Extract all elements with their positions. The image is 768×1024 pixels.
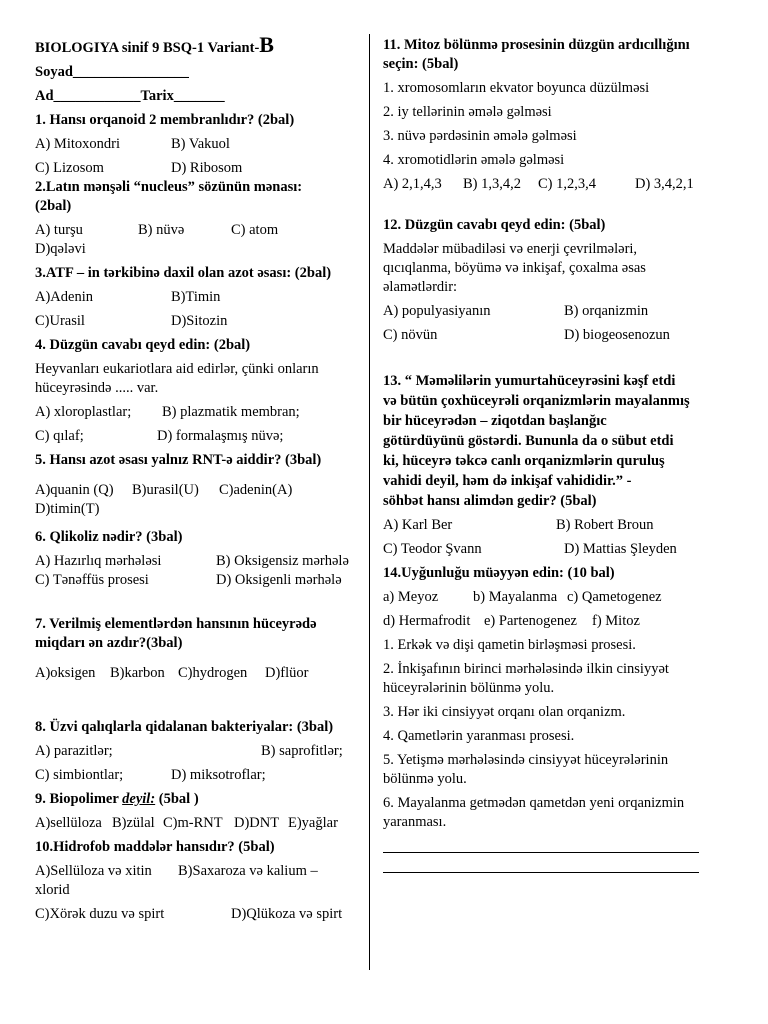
q4-option-d[interactable]: D) formalaşmış nüvə; bbox=[157, 428, 284, 444]
question-9 bbox=[35, 790, 353, 809]
q3-options-row2 bbox=[35, 312, 353, 331]
q4-options-row2 bbox=[35, 427, 353, 446]
q2-options-row2 bbox=[35, 240, 353, 259]
q10-options-row1 bbox=[35, 862, 353, 881]
q11-option-b[interactable]: B) 1,3,4,2 bbox=[463, 176, 521, 192]
q2-options-row1 bbox=[35, 221, 353, 240]
question-13 bbox=[383, 372, 705, 511]
q11-item-2: 2. iy tellərinin əmələ gəlməsi bbox=[383, 104, 552, 120]
q11-option-d[interactable]: D) 3,4,2,1 bbox=[635, 176, 694, 192]
q14-option-b: b) Mayalanma bbox=[473, 589, 558, 605]
q1-option-c[interactable]: C) Lizosom bbox=[35, 160, 104, 176]
q2-option-d[interactable]: D)qələvi bbox=[35, 241, 86, 257]
question-1: 1. Hansı orqanoid 2 membranlıdır? (2bal) bbox=[35, 112, 295, 128]
q13-option-b[interactable]: B) Robert Broun bbox=[556, 517, 654, 533]
q9-text-suffix: (5bal ) bbox=[155, 791, 199, 807]
q11-item-4: 4. xromotidlərin əmələ gəlməsi bbox=[383, 152, 565, 168]
q11-option-a[interactable]: A) 2,1,4,3 bbox=[383, 176, 442, 192]
q2-option-b[interactable]: B) nüvə bbox=[138, 222, 185, 238]
q13-line-4: götürdüyünü göstərdi. Bununla da o sübut etdi bbox=[383, 433, 674, 449]
q2-text-line1: 2.Latın mənşəli “nucleus” sözünün mənası: bbox=[35, 179, 303, 195]
q10-options-row2 bbox=[35, 881, 353, 900]
q7-text-line2: miqdarı ən azdır?(3bal) bbox=[35, 635, 183, 651]
right-column bbox=[383, 36, 705, 873]
q14-options-row2 bbox=[383, 612, 705, 631]
q7-text-line1: 7. Verilmiş elementlərdən hansının hüceyrədə bbox=[35, 616, 317, 632]
answer-line-2[interactable] bbox=[383, 872, 699, 873]
q14-statement-4: 4. Qametlərin yaranması prosesi. bbox=[383, 728, 575, 744]
q13-line-7: söhbət hansı alimdən gedir? (5bal) bbox=[383, 493, 597, 509]
q9-option-d[interactable]: D)DNT bbox=[234, 815, 280, 831]
question-7 bbox=[35, 615, 353, 653]
q9-option-c[interactable]: C)m-RNT bbox=[163, 815, 223, 831]
q11-item-3: 3. nüvə pərdəsinin əmələ gəlməsi bbox=[383, 128, 577, 144]
q1-option-a[interactable]: A) Mitoxondri bbox=[35, 136, 120, 152]
q13-line-3: bir hüceyrədən – ziqotdan başlanğıc bbox=[383, 413, 607, 429]
q4-option-c[interactable]: C) qılaf; bbox=[35, 428, 84, 444]
question-11 bbox=[383, 36, 705, 74]
q12-body-line3: əlamətlərdir: bbox=[383, 279, 458, 295]
q8-options-row1 bbox=[35, 742, 353, 761]
question-4: 4. Düzgün cavabı qeyd edin: (2bal) bbox=[35, 337, 251, 353]
q8-option-b[interactable]: B) saprofitlər; bbox=[261, 743, 343, 759]
q3-option-b[interactable]: B)Timin bbox=[171, 289, 221, 305]
q6-options-row2 bbox=[35, 571, 353, 590]
q10-option-b-cont: xlorid bbox=[35, 882, 70, 898]
q9-text-emphasis: deyil: bbox=[122, 791, 156, 807]
name-date-field[interactable]: Ad____________Tarix_______ bbox=[35, 88, 225, 104]
q14-option-a: a) Meyoz bbox=[383, 589, 439, 605]
test-title bbox=[35, 32, 353, 58]
q2-option-c[interactable]: C) atom bbox=[231, 222, 279, 238]
q5-option-a[interactable]: A)quanin (Q) bbox=[35, 482, 114, 498]
q4-body-line1: Heyvanları eukariotlara aid edirlər, çünki onların bbox=[35, 361, 319, 377]
q4-options-row1 bbox=[35, 403, 353, 422]
q7-option-d[interactable]: D)flüor bbox=[265, 665, 309, 681]
q8-option-c[interactable]: C) simbiontlar; bbox=[35, 767, 124, 783]
q13-line-5: ki, hüceyrə təkcə canlı orqanizmlərin quruluş bbox=[383, 453, 665, 469]
question-3: 3.ATF – in tərkibinə daxil olan azot əsası: (2bal) bbox=[35, 265, 332, 281]
q10-option-b[interactable]: B)Saxaroza və kalium – bbox=[178, 863, 318, 879]
q10-option-c[interactable]: C)Xörək duzu və spirt bbox=[35, 906, 165, 922]
q6-option-a[interactable]: A) Hazırlıq mərhələsi bbox=[35, 553, 162, 569]
q13-line-6: vahidi deyil, həm də inkişaf vahididir.” - bbox=[383, 473, 632, 489]
q12-body-line2: qıcıqlanma, böyümə və inkişaf, çoxalma əsas bbox=[383, 260, 646, 276]
question-6: 6. Qlikoliz nədir? (3bal) bbox=[35, 529, 183, 545]
q14-s5-line2: bölünmə yolu. bbox=[383, 771, 467, 787]
q2-option-a[interactable]: A) turşu bbox=[35, 222, 83, 238]
q4-option-b[interactable]: B) plazmatik membran; bbox=[162, 404, 300, 420]
q11-text-line2: seçin: (5bal) bbox=[383, 56, 459, 72]
q6-options-row1 bbox=[35, 552, 353, 571]
question-12: 12. Düzgün cavabı qeyd edin: (5bal) bbox=[383, 217, 606, 233]
q3-option-c[interactable]: C)Urasil bbox=[35, 313, 85, 329]
column-divider bbox=[369, 34, 370, 970]
q12-option-c[interactable]: C) növün bbox=[383, 327, 438, 343]
q9-text-prefix: 9. Biopolimer bbox=[35, 791, 123, 807]
question-8: 8. Üzvi qalıqlarla qidalanan bakteriyalar: (3bal) bbox=[35, 719, 334, 735]
q14-statement-2 bbox=[383, 660, 705, 698]
q9-options-row bbox=[35, 814, 353, 833]
q1-option-b[interactable]: B) Vakuol bbox=[171, 136, 230, 152]
q13-option-c[interactable]: C) Teodor Şvann bbox=[383, 541, 482, 557]
q14-s2-line2: hüceyrələrinin bölünmə yolu. bbox=[383, 680, 555, 696]
q8-option-a[interactable]: A) parazitlər; bbox=[35, 743, 113, 759]
question-14: 14.Uyğunluğu müəyyən edin: (10 bal) bbox=[383, 565, 615, 581]
q14-statement-6 bbox=[383, 794, 705, 832]
q13-option-d[interactable]: D) Mattias Şleyden bbox=[564, 541, 677, 557]
q7-option-b[interactable]: B)karbon bbox=[110, 665, 165, 681]
q11-item-1: 1. xromosomların ekvator boyunca düzülməsi bbox=[383, 80, 650, 96]
q12-option-a[interactable]: A) populyasiyanın bbox=[383, 303, 491, 319]
q1-options-row1 bbox=[35, 135, 353, 154]
q9-option-e[interactable]: E)yağlar bbox=[288, 815, 338, 831]
q14-options-row1 bbox=[383, 588, 705, 607]
q10-option-d[interactable]: D)Qlükoza və spirt bbox=[231, 906, 343, 922]
q12-option-d[interactable]: D) biogeosenozun bbox=[564, 327, 670, 343]
q3-option-d[interactable]: D)Sitozin bbox=[171, 313, 228, 329]
q14-statement-3: 3. Hər iki cinsiyyət orqanı olan orqanizm. bbox=[383, 704, 626, 720]
q14-option-e: e) Partenogenez bbox=[484, 613, 577, 629]
q2-text-line2: (2bal) bbox=[35, 198, 72, 214]
q8-option-d[interactable]: D) miksotroflar; bbox=[171, 767, 266, 783]
question-5: 5. Hansı azot əsası yalnız RNT-ə aiddir? (3bal) bbox=[35, 452, 322, 468]
q14-s6-line1: 6. Mayalanma getmədən qametdən yeni orqanizmin bbox=[383, 795, 685, 811]
q5-option-d[interactable]: D)timin(T) bbox=[35, 501, 100, 517]
q1-option-d[interactable]: D) Ribosom bbox=[171, 160, 243, 176]
title-text: BIOLOGIYA sinif 9 BSQ-1 Variant- bbox=[35, 40, 260, 56]
left-column bbox=[35, 32, 353, 924]
q1-options-row2 bbox=[35, 159, 353, 178]
q5-option-b[interactable]: B)urasil(U) bbox=[132, 482, 199, 498]
q13-options-row2 bbox=[383, 540, 705, 559]
q13-option-a[interactable]: A) Karl Ber bbox=[383, 517, 453, 533]
q8-options-row2 bbox=[35, 766, 353, 785]
q12-option-b[interactable]: B) orqanizmin bbox=[564, 303, 649, 319]
q10-option-a[interactable]: A)Sellüloza və xitin bbox=[35, 863, 152, 879]
q4-option-a[interactable]: A) xloroplastlar; bbox=[35, 404, 132, 420]
q5-options-row2 bbox=[35, 500, 353, 519]
q11-text-line1: 11. Mitoz bölünmə prosesinin düzgün ardıcıllığını bbox=[383, 37, 690, 53]
q6-option-d[interactable]: D) Oksigenli mərhələ bbox=[216, 572, 342, 588]
q6-option-c[interactable]: C) Tənəffüs prosesi bbox=[35, 572, 149, 588]
q7-option-a[interactable]: A)oksigen bbox=[35, 665, 96, 681]
q10-options-row3 bbox=[35, 905, 353, 924]
question-2 bbox=[35, 178, 353, 216]
q6-option-b[interactable]: B) Oksigensiz mərhələ bbox=[216, 553, 349, 569]
q13-options-row1 bbox=[383, 516, 705, 535]
q12-body-line1: Maddələr mübadiləsi və enerji çevrilmələri, bbox=[383, 241, 638, 257]
q14-statement-5 bbox=[383, 751, 705, 789]
q14-option-c: c) Qametogenez bbox=[567, 589, 662, 605]
q13-line-1: 13. “ Məməlilərin yumurtahüceyrəsini kəşf etdi bbox=[383, 373, 676, 389]
q7-options-row bbox=[35, 664, 353, 683]
q3-options-row1 bbox=[35, 288, 353, 307]
question-10: 10.Hidrofob maddələr hansıdır? (5bal) bbox=[35, 839, 275, 855]
q9-option-a[interactable]: A)sellüloza bbox=[35, 815, 102, 831]
surname-field[interactable]: Soyad________________ bbox=[35, 64, 189, 80]
q3-option-a[interactable]: A)Adenin bbox=[35, 289, 93, 305]
q11-option-c[interactable]: C) 1,2,3,4 bbox=[538, 176, 596, 192]
q14-s5-line1: 5. Yetişmə mərhələsində cinsiyyət hüceyrələrinin bbox=[383, 752, 669, 768]
q14-statement-1: 1. Erkək və dişi qametin birləşməsi prosesi. bbox=[383, 637, 636, 653]
q9-option-b[interactable]: B)zülal bbox=[112, 815, 155, 831]
q13-line-2: və bütün çoxhüceyrəli orqanizmlərin mayalanmış bbox=[383, 393, 690, 409]
q14-s2-line1: 2. İnkişafının birinci mərhələsində ilkin cinsiyyət bbox=[383, 661, 669, 677]
variant-letter: B bbox=[259, 32, 274, 57]
answer-line-1[interactable] bbox=[383, 852, 699, 853]
q12-options-row2 bbox=[383, 326, 705, 345]
q14-option-f: f) Mitoz bbox=[592, 613, 640, 629]
q7-option-c[interactable]: C)hydrogen bbox=[178, 665, 248, 681]
q11-options-row bbox=[383, 175, 705, 194]
q14-option-d: d) Hermafrodit bbox=[383, 613, 471, 629]
q5-option-c[interactable]: C)adenin(A) bbox=[219, 482, 293, 498]
q4-body-line2: hüceyrəsində ..... var. bbox=[35, 380, 159, 396]
q5-options-row1 bbox=[35, 481, 353, 500]
q14-s6-line2: yaranması. bbox=[383, 814, 447, 830]
q12-options-row1 bbox=[383, 302, 705, 321]
